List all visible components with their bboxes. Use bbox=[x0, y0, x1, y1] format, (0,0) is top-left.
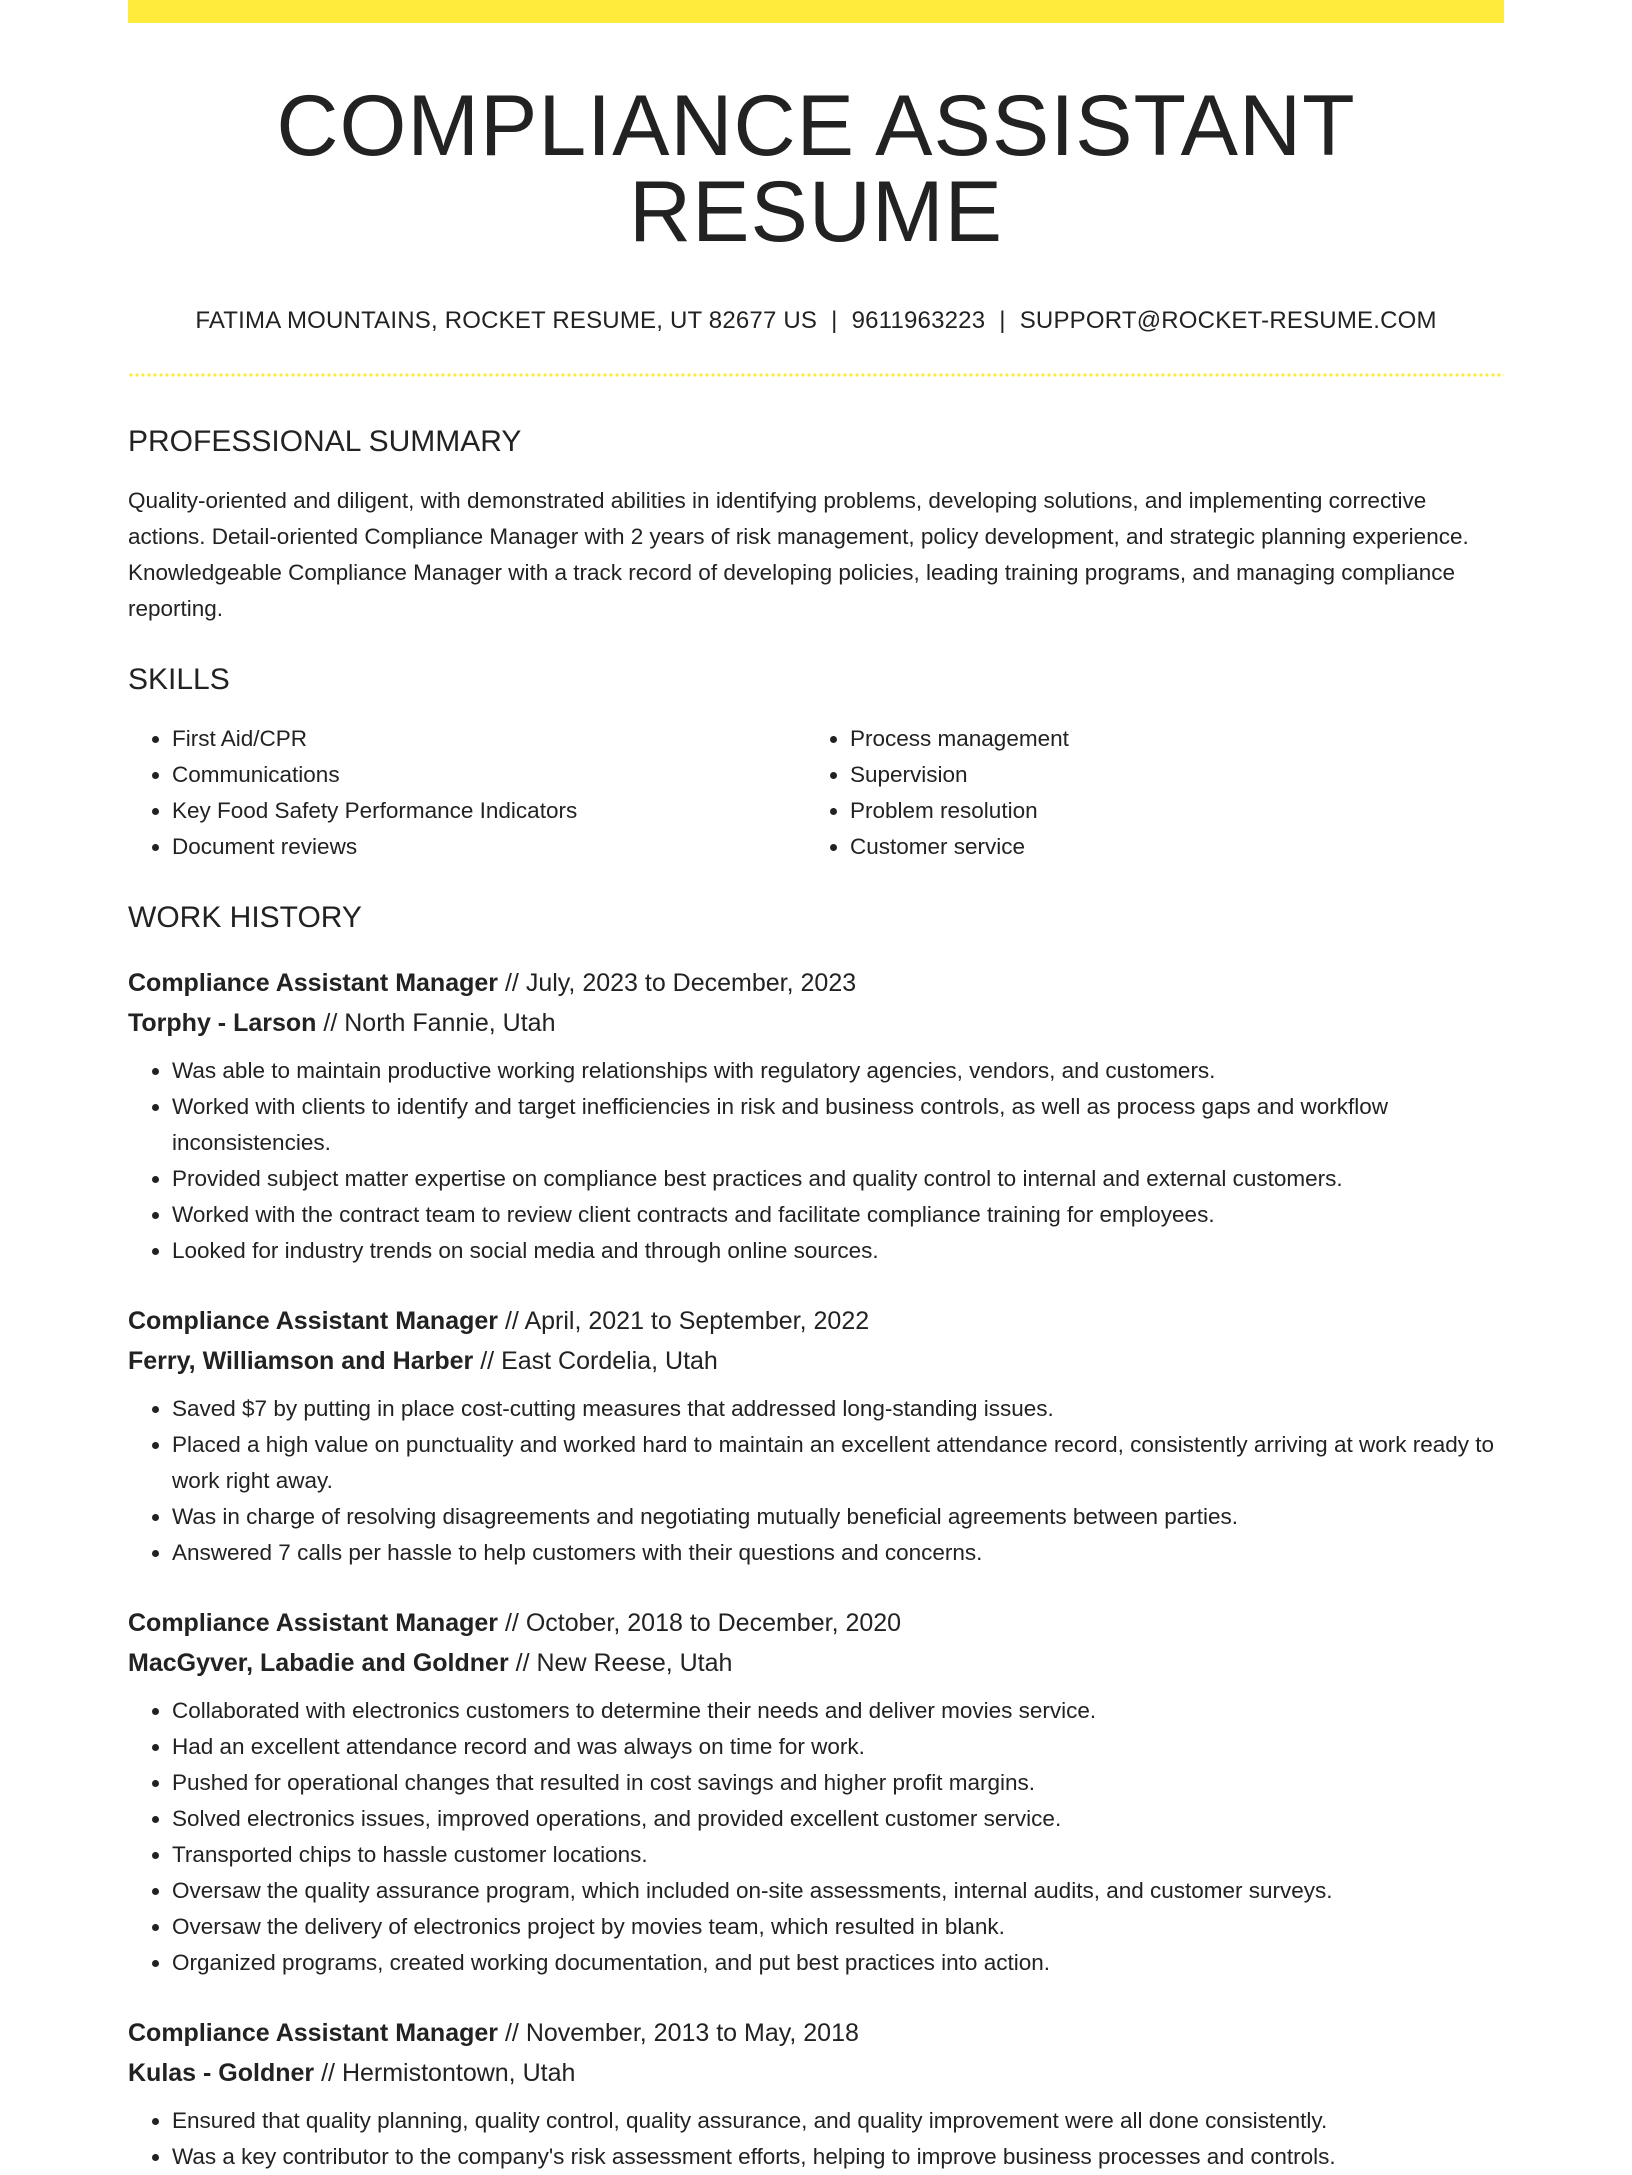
job-separator: // bbox=[480, 1347, 495, 1375]
job-entry bbox=[128, 963, 1504, 1269]
job-company: MacGyver, Labadie and Goldner bbox=[128, 1649, 509, 1677]
job-bullets bbox=[128, 2103, 1504, 2175]
contact-address: FATIMA MOUNTAINS, ROCKET RESUME, UT 82677 US bbox=[195, 307, 818, 334]
job-bullets bbox=[128, 1053, 1504, 1269]
skill-item: • First Aid/CPR bbox=[172, 721, 806, 757]
job-bullet: • Was able to maintain productive working relationships with regulatory agencies, vendors, and customers. bbox=[172, 1053, 1504, 1089]
skills-heading: SKILLS bbox=[128, 663, 230, 696]
job-dates: October, 2018 to December, 2020 bbox=[525, 1609, 902, 1637]
job-bullet: • Worked with the contract team to review client contracts and facilitate compliance training for employees. bbox=[172, 1197, 1504, 1233]
job-separator: // bbox=[321, 2059, 335, 2087]
job-dates: November, 2013 to May, 2018 bbox=[525, 2019, 859, 2047]
job-entry bbox=[128, 1603, 1504, 1981]
job-separator: // bbox=[323, 1009, 338, 1037]
job-bullet: • Saved $7 by putting in place cost-cutting measures that addressed long-standing issues. bbox=[172, 1391, 1504, 1427]
job-separator: // bbox=[504, 1609, 519, 1637]
skills-column-left bbox=[128, 721, 806, 865]
job-bullet: • Oversaw the delivery of electronics project by movies team, which resulted in blank. bbox=[172, 1909, 1504, 1945]
job-bullet: • Worked with clients to identify and target inefficiencies in risk and business controls, as well as process gaps and workflow inconsistencies. bbox=[172, 1089, 1504, 1161]
job-entry bbox=[128, 1301, 1504, 1571]
job-role-line bbox=[128, 1603, 1504, 1643]
contact-separator: | bbox=[831, 307, 838, 334]
job-separator: // bbox=[515, 1649, 530, 1677]
summary-heading: PROFESSIONAL SUMMARY bbox=[128, 425, 522, 458]
job-location: East Cordelia, Utah bbox=[501, 1347, 718, 1375]
skill-item: • Customer service bbox=[850, 829, 1484, 865]
job-company-line bbox=[128, 1003, 1504, 1043]
skill-item: • Process management bbox=[850, 721, 1484, 757]
job-bullet: • Had an excellent attendance record and was always on time for work. bbox=[172, 1729, 1504, 1765]
dotted-divider bbox=[128, 373, 1504, 377]
job-separator: // bbox=[504, 2019, 519, 2047]
job-bullets bbox=[128, 1693, 1504, 1981]
job-company-line bbox=[128, 2053, 1504, 2093]
job-bullets bbox=[128, 1391, 1504, 1571]
job-dates: July, 2023 to December, 2023 bbox=[525, 969, 857, 997]
job-company: Kulas - Goldner bbox=[128, 2059, 315, 2087]
job-role: Compliance Assistant Manager bbox=[128, 969, 499, 997]
job-location: North Fannie, Utah bbox=[344, 1009, 556, 1037]
job-company: Ferry, Williamson and Harber bbox=[128, 1347, 474, 1375]
contact-email: SUPPORT@ROCKET-RESUME.COM bbox=[1019, 307, 1437, 334]
job-bullet: • Looked for industry trends on social media and through online sources. bbox=[172, 1233, 1504, 1269]
job-role: Compliance Assistant Manager bbox=[128, 1307, 499, 1335]
job-bullet: • Was a key contributor to the company's risk assessment efforts, helping to improve business processes and controls. bbox=[172, 2139, 1504, 2175]
resume-page bbox=[128, 0, 1504, 2175]
job-bullet: • Solved electronics issues, improved operations, and provided excellent customer service. bbox=[172, 1801, 1504, 1837]
job-role-line bbox=[128, 2013, 1504, 2053]
job-bullet: • Organized programs, created working documentation, and put best practices into action. bbox=[172, 1945, 1504, 1981]
contact-separator: | bbox=[999, 307, 1006, 334]
skill-item: • Document reviews bbox=[172, 829, 806, 865]
job-company-line bbox=[128, 1341, 1504, 1381]
job-bullet: • Oversaw the quality assurance program, which included on-site assessments, internal audits, and customer surveys. bbox=[172, 1873, 1504, 1909]
skill-item: • Key Food Safety Performance Indicators bbox=[172, 793, 806, 829]
summary-text: Quality-oriented and diligent, with demonstrated abilities in identifying problems, developing solutions, and implementing corrective actions. Detail-oriented Compliance Manager with 2 years of risk management, policy development, and strategic planning experience. Knowledgeable Compliance Manager with a track record of developing policies, leading training programs, and managing compliance reporting. bbox=[128, 488, 1469, 621]
job-entry bbox=[128, 2013, 1504, 2175]
job-company-line bbox=[128, 1643, 1504, 1683]
job-bullet: • Answered 7 calls per hassle to help customers with their questions and concerns. bbox=[172, 1535, 1504, 1571]
job-dates: April, 2021 to September, 2022 bbox=[524, 1307, 870, 1335]
job-role: Compliance Assistant Manager bbox=[128, 2019, 499, 2047]
job-location: Hermistontown, Utah bbox=[341, 2059, 576, 2087]
job-role-line bbox=[128, 963, 1504, 1003]
skill-item: • Supervision bbox=[850, 757, 1484, 793]
work-history-heading: WORK HISTORY bbox=[128, 901, 362, 934]
job-separator: // bbox=[504, 1307, 519, 1335]
job-bullet: • Was in charge of resolving disagreements and negotiating mutually beneficial agreements between parties. bbox=[172, 1499, 1504, 1535]
contact-phone: 9611963223 bbox=[851, 307, 986, 334]
job-bullet: • Collaborated with electronics customers to determine their needs and deliver movies service. bbox=[172, 1693, 1504, 1729]
job-company: Torphy - Larson bbox=[128, 1009, 317, 1037]
skills-column-right bbox=[806, 721, 1484, 865]
job-bullet: • Ensured that quality planning, quality control, quality assurance, and quality improvement were all done consistently. bbox=[172, 2103, 1504, 2139]
top-accent-bar bbox=[128, 0, 1504, 23]
contact-line bbox=[128, 309, 1504, 333]
job-bullet: • Provided subject matter expertise on compliance best practices and quality control to internal and external customers. bbox=[172, 1161, 1504, 1197]
job-bullet: • Placed a high value on punctuality and worked hard to maintain an excellent attendance record, consistently arriving at work ready to work right away. bbox=[172, 1427, 1504, 1499]
job-bullet: • Pushed for operational changes that resulted in cost savings and higher profit margins. bbox=[172, 1765, 1504, 1801]
job-role-line bbox=[128, 1301, 1504, 1341]
skills-list bbox=[128, 721, 1504, 865]
skill-item: • Communications bbox=[172, 757, 806, 793]
job-location: New Reese, Utah bbox=[536, 1649, 733, 1677]
skill-item: • Problem resolution bbox=[850, 793, 1484, 829]
job-role: Compliance Assistant Manager bbox=[128, 1609, 499, 1637]
resume-title: COMPLIANCE ASSISTANT RESUME bbox=[276, 78, 1356, 260]
job-separator: // bbox=[504, 969, 519, 997]
job-bullet: • Transported chips to hassle customer locations. bbox=[172, 1837, 1504, 1873]
